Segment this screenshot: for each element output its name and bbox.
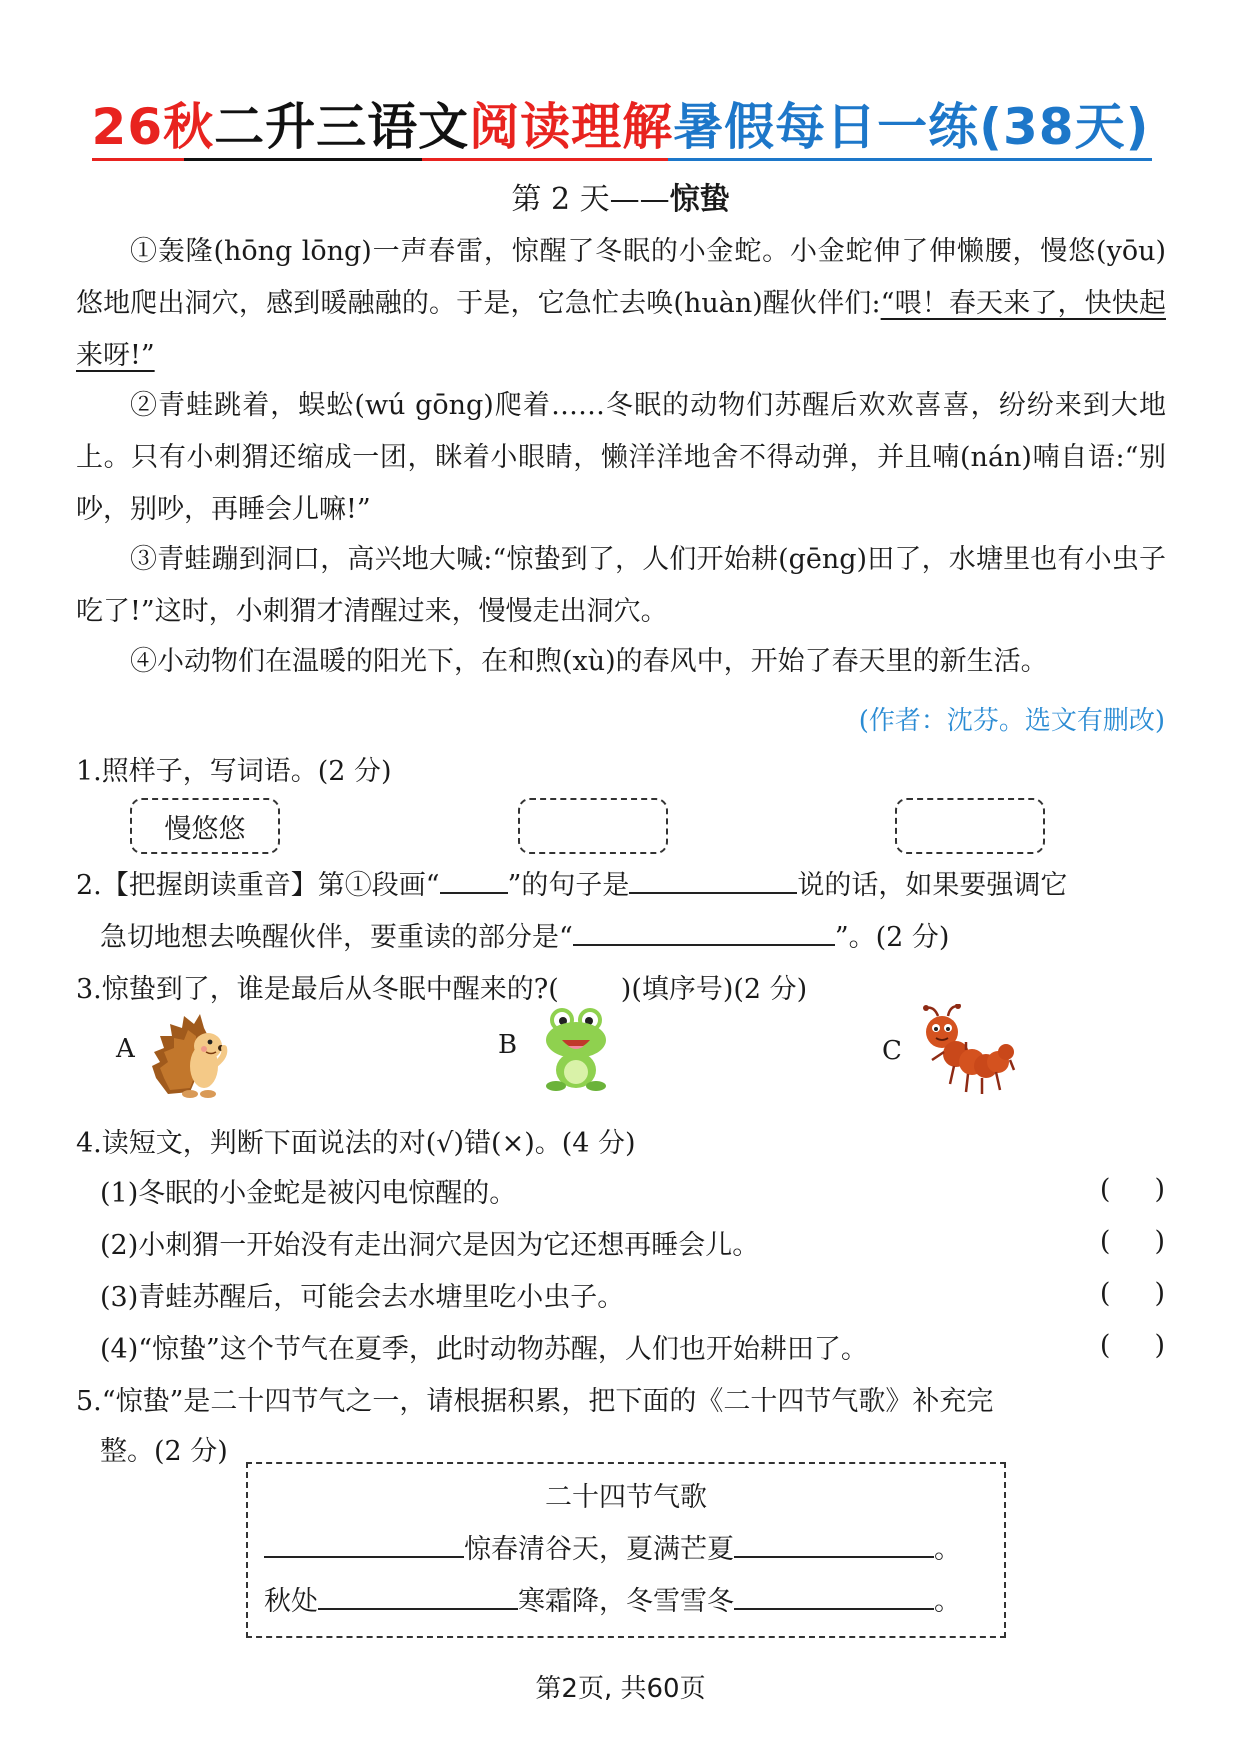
q2-text-c: 说的话，如果要强调它 <box>797 870 1068 901</box>
q4-statement-1: (1)冬眠的小金蛇是被闪电惊醒的。 <box>100 1178 517 1209</box>
poem-blank-3[interactable] <box>318 1582 518 1610</box>
q1-answer-box-1[interactable] <box>518 798 668 854</box>
paren-open: ( <box>1099 1330 1111 1361</box>
poem-line-1-end: 。 <box>934 1534 961 1565</box>
title-underline-blue <box>668 158 1152 161</box>
q2-blank-speaker[interactable] <box>629 866 797 894</box>
q2-line-2 <box>100 918 949 958</box>
frog-icon[interactable] <box>540 1006 612 1096</box>
q4-answer-1[interactable] <box>1100 1174 1165 1205</box>
q3-option-c-label: C <box>882 1036 902 1066</box>
q3-option-b-label: B <box>498 1030 518 1060</box>
p1-underlined-sentence: “喂！春天来了，快快起来呀!” <box>76 288 1166 371</box>
q1-example-word: 慢悠悠 <box>164 813 246 845</box>
worksheet-title <box>0 92 1241 162</box>
title-part-black: 二升三语文 <box>214 98 470 156</box>
poem-line-2-start: 秋处 <box>264 1586 318 1617</box>
poem-line-2-text: 寒霜降，冬雪雪冬 <box>518 1586 734 1617</box>
poem-blank-4[interactable] <box>734 1582 934 1610</box>
q3-prompt <box>76 970 807 1010</box>
q4-statement-4: (4)“惊蛰”这个节气在夏季，此时动物苏醒，人们也开始耕田了。 <box>100 1334 868 1365</box>
q3-text-b: )(填序号)(2 分) <box>620 974 808 1005</box>
q4-answer-3[interactable] <box>1100 1278 1165 1309</box>
paren-close: ) <box>1154 1174 1165 1205</box>
q3-text-a: 3.惊蛰到了，谁是最后从冬眠中醒来的?( <box>76 974 559 1005</box>
q2-text-d: 急切地想去唤醒伙伴，要重读的部分是“ <box>100 922 573 953</box>
q2-text-a: 2.【把握朗读重音】第①段画“ <box>76 870 440 901</box>
title-part-red: 26秋 <box>91 98 215 156</box>
q1-prompt: 1.照样子，写词语。(2 分) <box>76 756 392 787</box>
q1-answer-box-2[interactable] <box>895 798 1045 854</box>
poem-blank-1[interactable] <box>264 1530 464 1558</box>
q1-example-box <box>130 798 280 854</box>
page-number: 第2页, 共60页 <box>535 1674 706 1704</box>
q2-blank-mark[interactable] <box>440 866 508 894</box>
paren-close: ) <box>1154 1226 1165 1257</box>
q4-statement-3: (3)青蛙苏醒后，可能会去水塘里吃小虫子。 <box>100 1282 625 1313</box>
q4-statement-2: (2)小刺猬一开始没有走出洞穴是因为它还想再睡会儿。 <box>100 1230 760 1261</box>
poem-line-2-end: 。 <box>934 1586 961 1617</box>
q5-prompt-line-2: 整。(2 分) <box>100 1436 228 1467</box>
paren-close: ) <box>1154 1330 1165 1361</box>
p1-text: ①轰隆(hōng lōng)一声春雷，惊醒了冬眠的小金蛇。小金蛇伸了伸懒腰，慢悠(yōu)悠地爬出洞穴，感到暖融融的。于是，它急忙去唤(huàn)醒伙伴们: <box>76 236 1166 319</box>
q2-blank-stress[interactable] <box>573 918 835 946</box>
poem-blank-2[interactable] <box>734 1530 934 1558</box>
q4-prompt: 4.读短文，判断下面说法的对(√)错(×)。(4 分) <box>76 1128 636 1159</box>
title-underline-red-2 <box>422 158 668 161</box>
title-underline-red <box>92 158 184 161</box>
paren-close: ) <box>1154 1278 1165 1309</box>
lesson-subtitle <box>0 178 1241 222</box>
passage-paragraph-3: ③青蛙蹦到洞口，高兴地大喊:“惊蛰到了，人们开始耕(gēng)田了，水塘里也有小虫子吃了!”这时，小刺猬才清醒过来，慢慢走出洞穴。 <box>76 544 1166 627</box>
poem-title: 二十四节气歌 <box>545 1482 707 1513</box>
q4-answer-2[interactable] <box>1100 1226 1165 1257</box>
passage-credit: (作者：沈芬。选文有删改) <box>858 706 1165 736</box>
paren-open: ( <box>1099 1226 1111 1257</box>
title-part-red-2: 阅读理解 <box>469 98 674 156</box>
q2-line-1 <box>76 866 1067 906</box>
poem-line-1 <box>264 1530 961 1570</box>
hedgehog-icon[interactable] <box>150 1008 230 1104</box>
passage-paragraph-1 <box>76 226 1166 382</box>
subtitle-topic: 惊蛰 <box>669 182 730 217</box>
poem-line-2 <box>264 1582 961 1622</box>
q2-text-b: ”的句子是 <box>507 870 630 901</box>
subtitle-prefix: 第 2 天—— <box>511 182 670 217</box>
q3-option-a-label: A <box>116 1034 135 1064</box>
paren-open: ( <box>1099 1278 1111 1309</box>
passage-paragraph-4: ④小动物们在温暖的阳光下，在和煦(xù)的春风中，开始了春天里的新生活。 <box>130 646 1048 677</box>
q2-text-e: ”。(2 分) <box>834 922 950 953</box>
centipede-icon[interactable] <box>920 1004 1016 1104</box>
title-underline-black <box>184 158 422 161</box>
title-part-blue: 暑假每日一练(38天) <box>673 98 1150 156</box>
paren-open: ( <box>1099 1174 1111 1205</box>
q4-answer-4[interactable] <box>1100 1330 1165 1361</box>
poem-line-1-text: 惊春清谷天，夏满芒夏 <box>464 1534 734 1565</box>
passage-paragraph-2: ②青蛙跳着，蜈蚣(wú gōng)爬着……冬眠的动物们苏醒后欢欢喜喜，纷纷来到大地上。只有小刺猬还缩成一团，眯着小眼睛，懒洋洋地舍不得动弹，并且喃(nán)喃自语:“别吵，别吵，再睡会儿嘛!” <box>76 390 1166 525</box>
q5-prompt-line-1: 5.“惊蛰”是二十四节气之一，请根据积累，把下面的《二十四节气歌》补充完 <box>76 1386 994 1417</box>
